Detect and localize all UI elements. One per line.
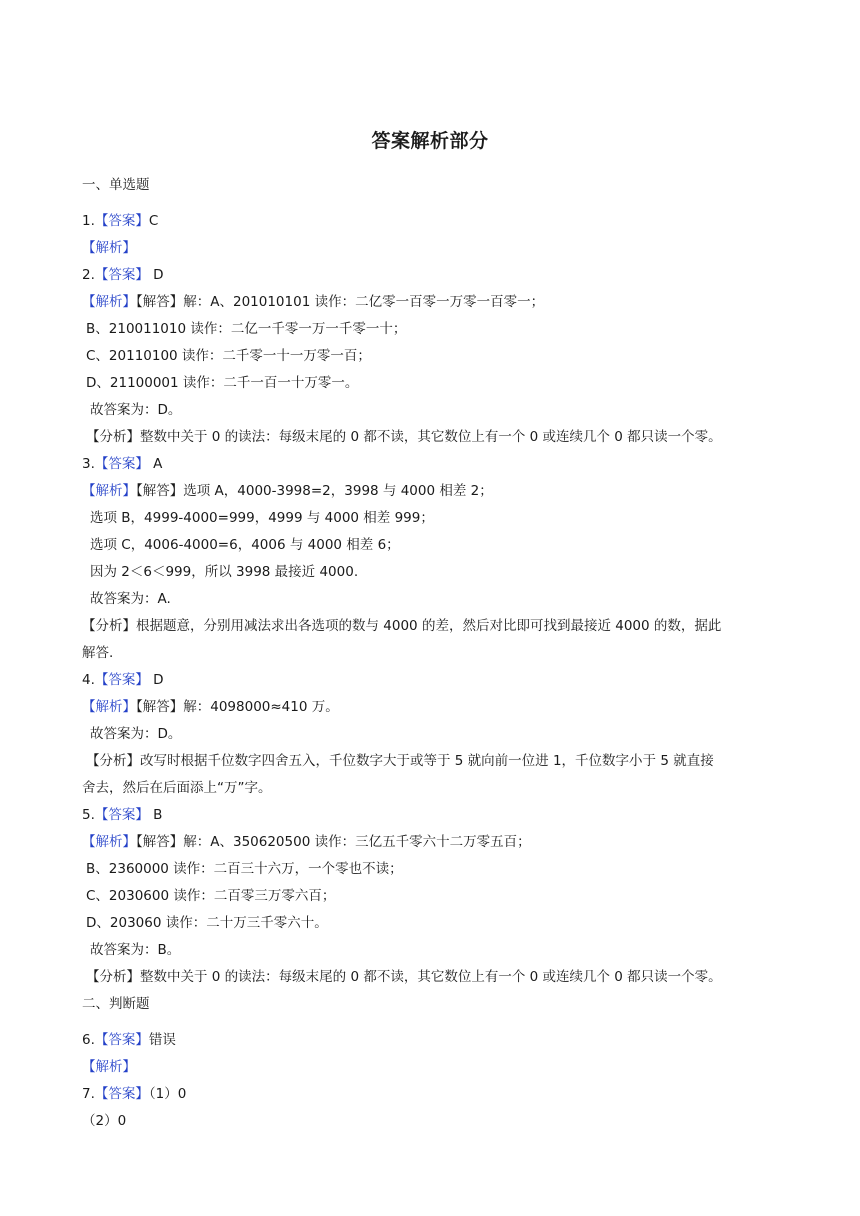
answer-value: D xyxy=(148,267,164,283)
question-2-analysis xyxy=(82,293,792,311)
answer-tag: 【答案】 xyxy=(94,672,149,688)
question-4-analysis xyxy=(82,698,792,716)
question-number: 2. xyxy=(82,267,95,283)
analysis-line: 选项 B，4999-4000=999，4999 与 4000 相差 999； xyxy=(90,510,434,526)
fenxi-tag: 【分析】 xyxy=(86,753,140,769)
question-number: 5. xyxy=(82,807,95,823)
analysis-text: 解：A、201010101 读作：二亿零一百零一万零一百零一； xyxy=(183,294,545,310)
analysis-line: C、20110100 读作：二千零一十一万零一百； xyxy=(86,348,371,364)
solution-tag: 【解答】 xyxy=(136,699,184,715)
solution-tag: 【解答】 xyxy=(136,483,184,499)
analysis-line: D、21100001 读作：二千一百一十万零一。 xyxy=(86,375,359,391)
question-5-answer xyxy=(82,806,792,824)
answer-tag: 【答案】 xyxy=(94,267,149,283)
question-5-analysis xyxy=(82,833,792,851)
question-7-answer xyxy=(82,1085,792,1103)
fenxi-line xyxy=(86,752,796,770)
question-4-answer xyxy=(82,671,792,689)
fenxi-line xyxy=(82,617,792,635)
fenxi-continuation: 解答. xyxy=(82,645,114,661)
solution-tag: 【解答】 xyxy=(136,834,184,850)
conclusion-line: 故答案为：A. xyxy=(90,591,171,607)
solution-tag: 【解答】 xyxy=(136,294,184,310)
conclusion-line: 故答案为：D。 xyxy=(90,726,182,742)
analysis-text: 选项 A，4000-3998=2，3998 与 4000 相差 2； xyxy=(183,483,493,499)
fenxi-text: 整数中关于 0 的读法：每级末尾的 0 都不读，其它数位上有一个 0 或连续几个 0 都只读一个零。 xyxy=(140,429,722,445)
question-3-answer xyxy=(82,455,792,473)
question-3-analysis xyxy=(82,482,792,500)
answer-tag: 【答案】 xyxy=(94,213,149,229)
analysis-tag: 【解析】 xyxy=(82,699,136,715)
fenxi-tag: 【分析】 xyxy=(86,429,140,445)
analysis-tag: 【解析】 xyxy=(82,483,136,499)
question-6-answer xyxy=(82,1031,792,1049)
analysis-tag: 【解析】 xyxy=(82,240,136,256)
analysis-line: B、2360000 读作：二百三十六万，一个零也不读； xyxy=(86,861,403,877)
conclusion-line: 故答案为：B。 xyxy=(90,942,181,958)
fenxi-text: 根据题意，分别用减法求出各选项的数与 4000 的差，然后对比即可找到最接近 4000 的数，据此 xyxy=(136,618,722,634)
conclusion-line: 故答案为：D。 xyxy=(90,402,182,418)
answer-subpart: （2）0 xyxy=(82,1113,127,1129)
fenxi-continuation: 舍去，然后在后面添上“万”字。 xyxy=(82,780,272,796)
fenxi-tag: 【分析】 xyxy=(86,969,140,985)
question-6-analysis xyxy=(82,1058,792,1076)
section-heading: 一、单选题 xyxy=(82,177,150,193)
analysis-tag: 【解析】 xyxy=(82,1059,136,1075)
answer-tag: 【答案】 xyxy=(94,807,149,823)
section-heading: 二、判断题 xyxy=(82,996,150,1012)
fenxi-text: 改写时根据千位数字四舍五入，千位数字大于或等于 5 就向前一位进 1，千位数字小于 5 就直接 xyxy=(140,753,714,769)
analysis-line: B、210011010 读作：二亿一千零一万一千零一十； xyxy=(86,321,407,337)
fenxi-tag: 【分析】 xyxy=(82,618,136,634)
analysis-tag: 【解析】 xyxy=(82,834,136,850)
page-title: 答案解析部分 xyxy=(371,130,489,152)
answer-value: B xyxy=(148,807,163,823)
answer-tag: 【答案】 xyxy=(94,1086,149,1102)
answer-value: C xyxy=(148,213,159,229)
answer-tag: 【答案】 xyxy=(94,456,149,472)
answer-value: 错误 xyxy=(148,1032,176,1048)
analysis-line: 选项 C，4006-4000=6，4006 与 4000 相差 6； xyxy=(90,537,400,553)
answer-value: （1）0 xyxy=(148,1086,187,1102)
question-number: 7. xyxy=(82,1086,95,1102)
question-1-answer xyxy=(82,212,792,230)
answer-tag: 【答案】 xyxy=(94,1032,149,1048)
analysis-line: C、2030600 读作：二百零三万零六百； xyxy=(86,888,336,904)
fenxi-line xyxy=(86,968,796,986)
question-number: 3. xyxy=(82,456,95,472)
analysis-line: 因为 2＜6＜999，所以 3998 最接近 4000. xyxy=(90,564,359,580)
question-2-answer xyxy=(82,266,792,284)
analysis-line: D、203060 读作：二十万三千零六十。 xyxy=(86,915,328,931)
fenxi-text: 整数中关于 0 的读法：每级末尾的 0 都不读，其它数位上有一个 0 或连续几个 0 都只读一个零。 xyxy=(140,969,722,985)
question-number: 6. xyxy=(82,1032,95,1048)
analysis-tag: 【解析】 xyxy=(82,294,136,310)
analysis-text: 解：4098000≈410 万。 xyxy=(183,699,339,715)
question-number: 4. xyxy=(82,672,95,688)
fenxi-line xyxy=(86,428,796,446)
question-number: 1. xyxy=(82,213,95,229)
analysis-text: 解：A、350620500 读作：三亿五千零六十二万零五百； xyxy=(183,834,531,850)
answer-value: D xyxy=(148,672,164,688)
answer-value: A xyxy=(148,456,163,472)
question-1-analysis xyxy=(82,239,792,257)
